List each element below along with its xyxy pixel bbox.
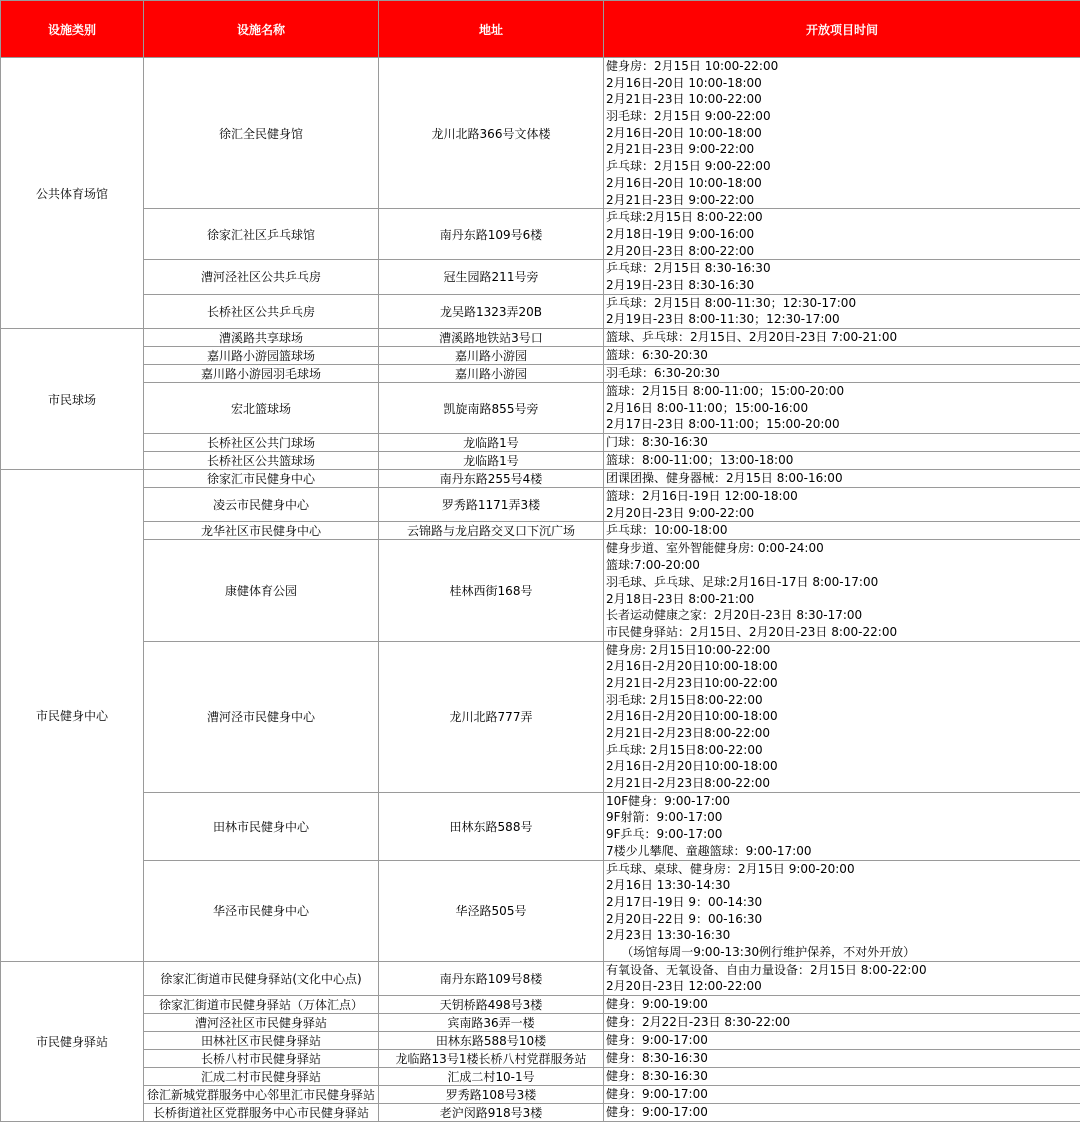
hours-line: 羽毛球：6:30-20:30 [606,365,1080,382]
hours-line: 2月19日-23日 8:30-16:30 [606,277,1080,294]
hours-line: 10F健身：9:00-17:00 [606,793,1080,810]
hours-cell [604,294,1080,328]
facility-name-cell: 长桥八村市民健身驿站 [144,1050,379,1068]
facility-name-cell: 长桥社区公共篮球场 [144,452,379,470]
table-row [1,540,1080,641]
facility-name-cell: 田林市民健身中心 [144,792,379,860]
hours-cell [604,1068,1080,1086]
hours-line: 2月18日-23日 8:00-21:00 [606,591,1080,608]
hours-line: 9F乒乓：9:00-17:00 [606,826,1080,843]
hours-cell [604,347,1080,365]
hours-line: 市民健身驿站：2月15日、2月20日-23日 8:00-22:00 [606,624,1080,641]
category-cell: 市民健身驿站 [1,961,144,1121]
hours-line: 篮球、乒乓球：2月15日、2月20日-23日 7:00-21:00 [606,329,1080,346]
table-row [1,209,1080,260]
hours-line: 2月16日-20日 10:00-18:00 [606,125,1080,142]
address-cell: 云锦路与龙启路交叉口下沉广场 [379,522,604,540]
hours-line: 2月21日-23日 10:00-22:00 [606,91,1080,108]
address-cell: 嘉川路小游园 [379,365,604,383]
table-row [1,470,1080,488]
hours-line: 健身房: 2月15日10:00-22:00 [606,642,1080,659]
hours-line: 2月16日-2月20日10:00-18:00 [606,758,1080,775]
hours-line: 乒乓球：2月15日 8:30-16:30 [606,260,1080,277]
hours-cell [604,522,1080,540]
address-cell: 田林东路588号 [379,792,604,860]
hours-line: 羽毛球：2月15日 9:00-22:00 [606,108,1080,125]
hours-line: 篮球：8:00-11:00；13:00-18:00 [606,452,1080,469]
table-row [1,1104,1080,1122]
hours-line: 2月20日-23日 8:00-22:00 [606,243,1080,260]
facility-name-cell: 徐家汇社区乒乓球馆 [144,209,379,260]
facility-name-cell: 徐汇新城党群服务中心邻里汇市民健身驿站 [144,1086,379,1104]
table-row [1,452,1080,470]
facility-name-cell: 徐家汇街道市民健身驿站（万体汇点） [144,996,379,1014]
table-body [1,58,1080,1122]
table-row [1,641,1080,792]
table-row [1,1014,1080,1032]
address-cell: 华泾路505号 [379,860,604,961]
header-hours: 开放项目时间 [604,1,1080,58]
hours-line: 2月16日-2月20日10:00-18:00 [606,708,1080,725]
address-cell: 龙川北路366号文体楼 [379,58,604,209]
address-cell: 南丹东路255号4楼 [379,470,604,488]
hours-line: 乒乓球：10:00-18:00 [606,522,1080,539]
category-cell: 市民球场 [1,329,144,470]
address-cell: 南丹东路109号6楼 [379,209,604,260]
address-cell: 罗秀路1171弄3楼 [379,488,604,522]
hours-cell [604,1014,1080,1032]
hours-cell [604,383,1080,434]
hours-cell [604,1032,1080,1050]
hours-cell [604,260,1080,294]
hours-line: 有氧设备、无氧设备、自由力量设备：2月15日 8:00-22:00 [606,962,1080,979]
table-row [1,260,1080,294]
header-row [1,1,1080,58]
hours-line: 2月16日-20日 10:00-18:00 [606,75,1080,92]
hours-line: 篮球：2月16日-19日 12:00-18:00 [606,488,1080,505]
category-cell: 市民健身中心 [1,470,144,962]
hours-line: 长者运动健康之家：2月20日-23日 8:30-17:00 [606,607,1080,624]
hours-line: 2月21日-23日 9:00-22:00 [606,192,1080,209]
facility-name-cell: 漕河泾社区公共乒乓房 [144,260,379,294]
table-row [1,347,1080,365]
address-cell: 汇成二村10-1号 [379,1068,604,1086]
facility-name-cell: 凌云市民健身中心 [144,488,379,522]
facility-name-cell: 嘉川路小游园篮球场 [144,347,379,365]
table-row [1,1068,1080,1086]
hours-line: 2月23日 13:30-16:30 [606,927,1080,944]
hours-cell [604,961,1080,995]
address-cell: 罗秀路108号3楼 [379,1086,604,1104]
hours-line: 篮球:7:00-20:00 [606,557,1080,574]
hours-line: 篮球：2月15日 8:00-11:00；15:00-20:00 [606,383,1080,400]
hours-line: 健身：9:00-19:00 [606,996,1080,1013]
table-row [1,1032,1080,1050]
hours-cell [604,488,1080,522]
table-row [1,294,1080,328]
hours-line: 乒乓球:2月15日 8:00-22:00 [606,209,1080,226]
address-cell: 龙临路1号 [379,452,604,470]
table-row [1,58,1080,209]
facility-name-cell: 漕河泾社区市民健身驿站 [144,1014,379,1032]
hours-line: 9F射箭：9:00-17:00 [606,809,1080,826]
hours-line: 健身：8:30-16:30 [606,1050,1080,1067]
address-cell: 桂林西街168号 [379,540,604,641]
hours-line: 健身：9:00-17:00 [606,1104,1080,1121]
table-row [1,792,1080,860]
hours-cell [604,434,1080,452]
hours-cell [604,792,1080,860]
table-row [1,383,1080,434]
address-cell: 宾南路36弄一楼 [379,1014,604,1032]
hours-line: 2月16日 13:30-14:30 [606,877,1080,894]
facility-name-cell: 汇成二村市民健身驿站 [144,1068,379,1086]
table-row [1,961,1080,995]
hours-line: 2月20日-23日 12:00-22:00 [606,978,1080,995]
hours-line: 2月17日-23日 8:00-11:00；15:00-20:00 [606,416,1080,433]
hours-line: 2月17日-19日 9：00-14:30 [606,894,1080,911]
hours-cell [604,1104,1080,1122]
facility-name-cell: 长桥社区公共乒乓房 [144,294,379,328]
facility-name-cell: 长桥社区公共门球场 [144,434,379,452]
hours-line: 2月16日-2月20日10:00-18:00 [606,658,1080,675]
address-cell: 龙临路1号 [379,434,604,452]
address-cell: 凯旋南路855号旁 [379,383,604,434]
hours-cell [604,209,1080,260]
hours-line: （场馆每周一9:00-13:30例行维护保养，不对外开放） [606,944,1080,961]
hours-line: 2月21日-2月23日10:00-22:00 [606,675,1080,692]
facility-name-cell: 康健体育公园 [144,540,379,641]
table-row [1,860,1080,961]
header-name: 设施名称 [144,1,379,58]
facility-name-cell: 宏北篮球场 [144,383,379,434]
category-cell: 公共体育场馆 [1,58,144,329]
hours-line: 2月20日-23日 9:00-22:00 [606,505,1080,522]
address-cell: 老沪闵路918号3楼 [379,1104,604,1122]
hours-cell [604,58,1080,209]
table-row [1,365,1080,383]
address-cell: 田林东路588号10楼 [379,1032,604,1050]
hours-line: 羽毛球: 2月15日8:00-22:00 [606,692,1080,709]
hours-line: 健身：8:30-16:30 [606,1068,1080,1085]
address-cell: 龙川北路777弄 [379,641,604,792]
facility-name-cell: 龙华社区市民健身中心 [144,522,379,540]
hours-cell [604,860,1080,961]
header-address: 地址 [379,1,604,58]
address-cell: 龙临路13号1楼长桥八村党群服务站 [379,1050,604,1068]
hours-line: 2月20日-22日 9：00-16:30 [606,911,1080,928]
hours-line: 2月16日 8:00-11:00；15:00-16:00 [606,400,1080,417]
facility-name-cell: 徐家汇街道市民健身驿站(文化中心点) [144,961,379,995]
facility-name-cell: 徐家汇市民健身中心 [144,470,379,488]
table-row [1,434,1080,452]
hours-line: 2月21日-2月23日8:00-22:00 [606,725,1080,742]
table-row [1,1050,1080,1068]
hours-line: 健身：2月22日-23日 8:30-22:00 [606,1014,1080,1031]
hours-line: 2月16日-20日 10:00-18:00 [606,175,1080,192]
hours-line: 7楼少儿攀爬、童趣篮球：9:00-17:00 [606,843,1080,860]
facility-name-cell: 华泾市民健身中心 [144,860,379,961]
hours-line: 团课团操、健身器械：2月15日 8:00-16:00 [606,470,1080,487]
address-cell: 南丹东路109号8楼 [379,961,604,995]
facility-name-cell: 嘉川路小游园羽毛球场 [144,365,379,383]
facility-name-cell: 田林社区市民健身驿站 [144,1032,379,1050]
header-category: 设施类别 [1,1,144,58]
hours-cell [604,540,1080,641]
hours-cell [604,996,1080,1014]
hours-line: 健身房：2月15日 10:00-22:00 [606,58,1080,75]
hours-cell [604,365,1080,383]
hours-line: 羽毛球、乒乓球、足球:2月16日-17日 8:00-17:00 [606,574,1080,591]
hours-line: 乒乓球：2月15日 9:00-22:00 [606,158,1080,175]
facility-name-cell: 长桥街道社区党群服务中心市民健身驿站 [144,1104,379,1122]
facility-name-cell: 漕河泾市民健身中心 [144,641,379,792]
hours-cell [604,470,1080,488]
hours-cell [604,641,1080,792]
hours-line: 健身：9:00-17:00 [606,1086,1080,1103]
hours-cell [604,452,1080,470]
hours-line: 乒乓球: 2月15日8:00-22:00 [606,742,1080,759]
hours-line: 2月19日-23日 8:00-11:30；12:30-17:00 [606,311,1080,328]
hours-line: 乒乓球、桌球、健身房：2月15日 9:00-20:00 [606,861,1080,878]
hours-line: 2月21日-2月23日8:00-22:00 [606,775,1080,792]
address-cell: 龙吴路1323弄20B [379,294,604,328]
hours-cell [604,329,1080,347]
hours-line: 2月21日-23日 9:00-22:00 [606,141,1080,158]
facility-name-cell: 漕溪路共享球场 [144,329,379,347]
address-cell: 冠生园路211号旁 [379,260,604,294]
hours-line: 门球：8:30-16:30 [606,434,1080,451]
hours-line: 2月18日-19日 9:00-16:00 [606,226,1080,243]
table-row [1,488,1080,522]
table-row [1,996,1080,1014]
hours-line: 乒乓球：2月15日 8:00-11:30；12:30-17:00 [606,295,1080,312]
hours-line: 健身：9:00-17:00 [606,1032,1080,1049]
hours-line: 篮球：6:30-20:30 [606,347,1080,364]
address-cell: 嘉川路小游园 [379,347,604,365]
address-cell: 漕溪路地铁站3号口 [379,329,604,347]
table-row [1,1086,1080,1104]
hours-cell [604,1050,1080,1068]
address-cell: 天钥桥路498号3楼 [379,996,604,1014]
table-row [1,522,1080,540]
facility-name-cell: 徐汇全民健身馆 [144,58,379,209]
hours-cell [604,1086,1080,1104]
hours-line: 健身步道、室外智能健身房: 0:00-24:00 [606,540,1080,557]
table-row [1,329,1080,347]
